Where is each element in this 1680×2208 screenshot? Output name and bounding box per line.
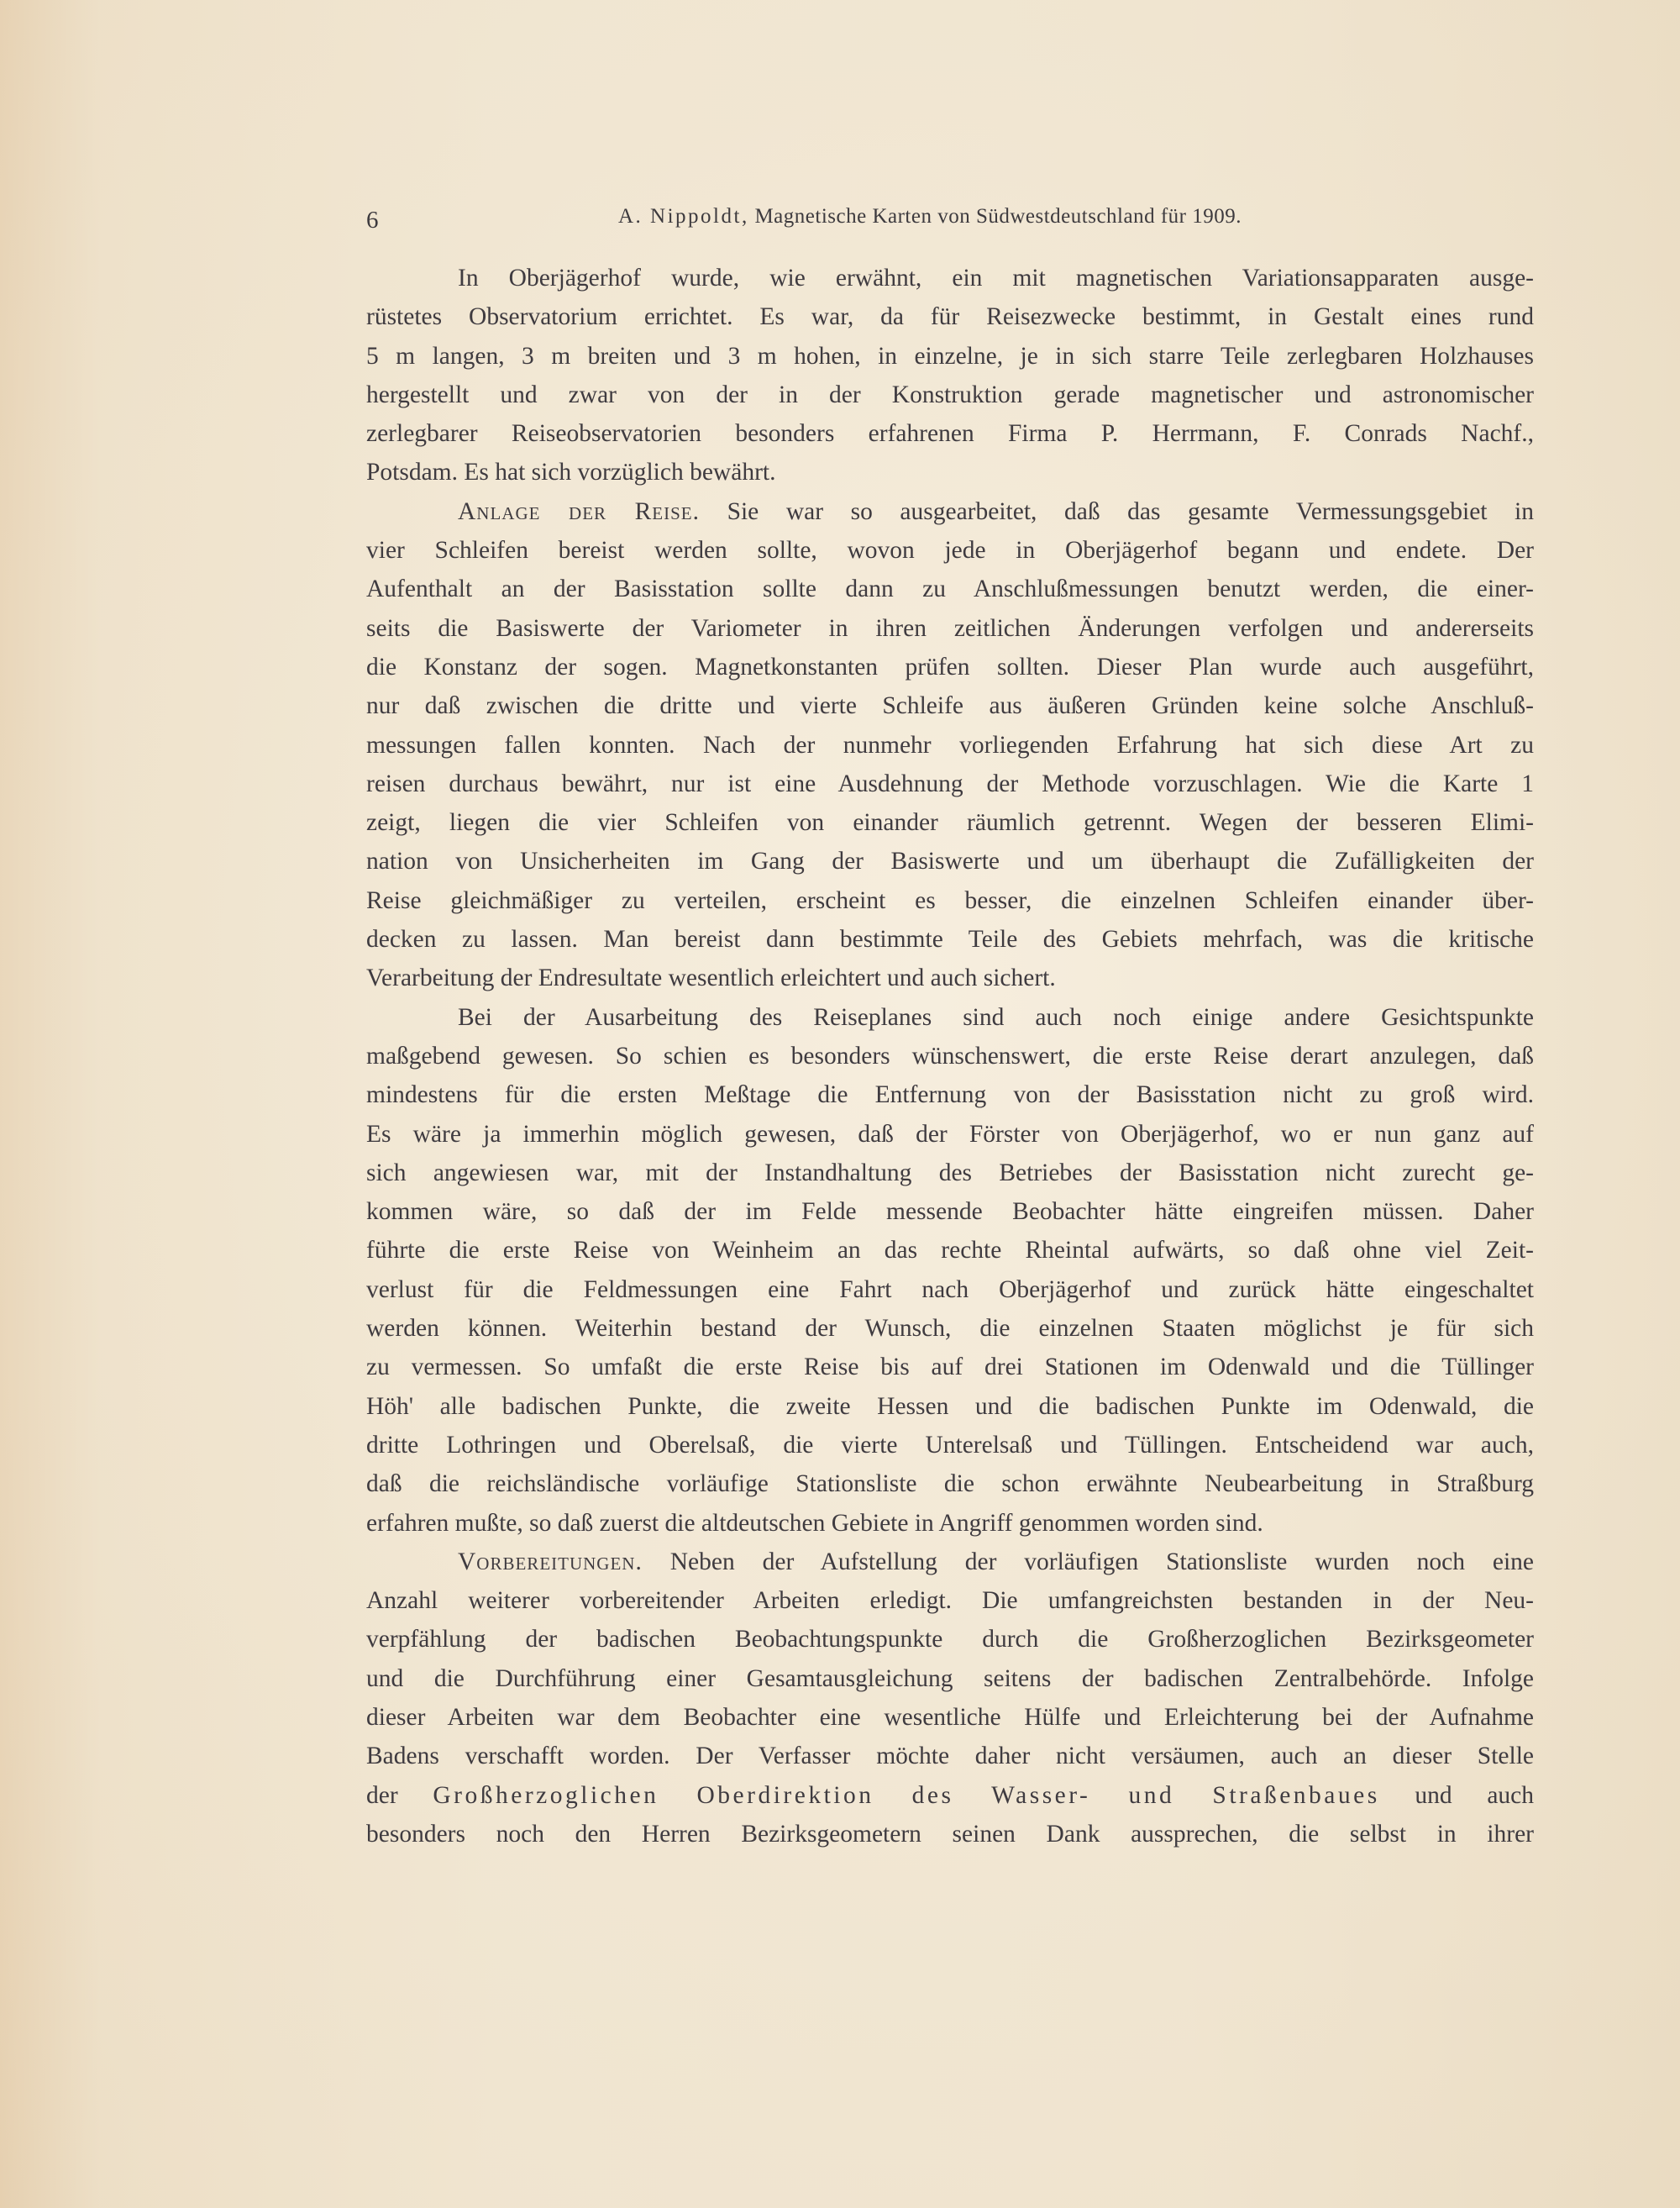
book-title: Magnetische Karten von Südwestdeutschland für 1909. [754,205,1242,228]
spaced-emphasis: Großherzoglichen Oberdirektion des Wasser- und Straßenbaues [433,1781,1380,1809]
text-line: führte die erste Reise von Weinheim an das rechte Rheintal aufwärts, so daß ohne viel Zeit- [366,1237,1534,1264]
text-line: dritte Lothringen und Oberelsaß, die vierte Unterelsaß und Tüllingen. Entscheidend war auch, [366,1431,1534,1459]
text-line: Verarbeitung der Endresultate wesentlich erleichtert und auch sichert. [366,965,1056,992]
text-line: rüstetes Observatorium errichtet. Es war, da für Reisezwecke bestimmt, in Gestalt eines rund [366,303,1534,331]
text-line: maßgebend gewesen. So schien es besonders wünschenswert, die erste Reise derart anzulegen, daß [366,1042,1534,1070]
text-line: Badens verschafft worden. Der Verfasser möchte daher nicht versäumen, auch an dieser Stelle [366,1743,1534,1770]
page-number: 6 [366,207,379,234]
text-line: Aufenthalt an der Basisstation sollte dann zu Anschlußmessungen benutzt werden, die einer- [366,576,1534,603]
text-line: 5 m langen, 3 m breiten und 3 m hohen, in einzelne, je in sich starre Teile zerlegbaren Holzhauses [366,342,1534,370]
text-line: dieser Arbeiten war dem Beobachter eine wesentliche Hülfe und Erleichterung bei der Aufnahme [366,1703,1534,1731]
text-line: erfahren mußte, so daß zuerst die altdeutschen Gebiete in Angriff genommen worden sind. [366,1509,1263,1537]
text-line: Reise gleichmäßiger zu verteilen, erscheint es besser, die einzelnen Schleifen einander über- [366,886,1534,914]
paragraph-vorbereitungen [366,1543,1534,1853]
text-line: decken zu lassen. Man bereist dann bestimmte Teile des Gebiets mehrfach, was die kritische [366,926,1534,954]
text-line: nur daß zwischen die dritte und vierte Schleife aus äußeren Gründen keine solche Anschluß- [366,692,1534,720]
text-line: nation von Unsicherheiten im Gang der Basiswerte und um überhaupt die Zufälligkeiten der [366,848,1534,875]
text-line: Anlage der Reise. Sie war so ausgearbeitet, daß das gesamte Vermessungsgebiet in [458,497,1534,525]
text-line: und die Durchführung einer Gesamtausgleichung seitens der badischen Zentralbehörde. Infolge [366,1664,1534,1692]
text-line: zeigt, liegen die vier Schleifen von einander räumlich getrennt. Wegen der besseren Elimi- [366,809,1534,837]
text-line: die Konstanz der sogen. Magnetkonstanten prüfen sollten. Dieser Plan wurde auch ausgeführt, [366,653,1534,681]
section-heading: Anlage der Reise. [458,497,700,525]
text-line: Vorbereitungen. Neben der Aufstellung der vorläufigen Stationsliste wurden noch eine [458,1548,1534,1575]
author-name: A. Nippoldt, [618,205,749,228]
text-line: Bei der Ausarbeitung des Reiseplanes sind auch noch einige andere Gesichtspunkte [458,1003,1534,1031]
text-line: verpfählung der badischen Beobachtungspunkte durch die Großherzoglichen Bezirksgeometer [366,1626,1534,1653]
text-line: werden können. Weiterhin bestand der Wunsch, die einzelnen Staaten möglichst je für sich [366,1315,1534,1343]
text-line: verlust für die Feldmessungen eine Fahrt nach Oberjägerhof und zurück hätte eingeschaltet [366,1275,1534,1303]
text-line: Anzahl weiterer vorbereitender Arbeiten erledigt. Die umfangreichsten bestanden in der Neu- [366,1587,1534,1615]
running-head [366,202,1536,239]
paragraph-observatory [366,259,1534,492]
body-text [366,259,1534,1853]
text-line: hergestellt und zwar von der in der Konstruktion gerade magnetischer und astronomischer [366,381,1534,408]
text-line: zerlegbarer Reiseobservatorien besonders erfahrenen Firma P. Herrmann, F. Conrads Nachf., [366,420,1534,448]
text-line: daß die reichsländische vorläufige Stationsliste die schon erwähnte Neubearbeitung in Straßburg [366,1470,1534,1498]
text-line: In Oberjägerhof wurde, wie erwähnt, ein mit magnetischen Variationsapparaten ausge- [458,265,1534,292]
text-line: kommen wäre, so daß der im Felde messende Beobachter hätte eingreifen müssen. Daher [366,1198,1534,1226]
text-line: der Großherzoglichen Oberdirektion des Wasser- und Straßenbaues und auch [366,1781,1534,1809]
text-line: besonders noch den Herren Bezirksgeometern seinen Dank aussprechen, die selbst in ihrer [366,1820,1534,1848]
text-line: Höh' alle badischen Punkte, die zweite Hessen und die badischen Punkte im Odenwald, die [366,1392,1534,1420]
text-line: messungen fallen konnten. Nach der nunmehr vorliegenden Erfahrung hat sich diese Art zu [366,731,1534,759]
text-line: mindestens für die ersten Meßtage die Entfernung von der Basisstation nicht zu groß wird. [366,1081,1534,1109]
text-line: zu vermessen. So umfaßt die erste Reise bis auf drei Stationen im Odenwald und die Tüllinger [366,1354,1534,1381]
text-line: sich angewiesen war, mit der Instandhaltung des Betriebes der Basisstation nicht zurecht ge- [366,1159,1534,1186]
text-line: seits die Basiswerte der Variometer in ihren zeitlichen Änderungen verfolgen und andererseits [366,614,1534,642]
text-line: Potsdam. Es hat sich vorzüglich bewährt. [366,459,776,486]
running-title [618,205,1242,229]
text-line: reisen durchaus bewährt, nur ist eine Ausdehnung der Methode vorzuschlagen. Wie die Karte 1 [366,770,1534,797]
text-line: vier Schleifen bereist werden sollte, wovon jede in Oberjägerhof begann und endete. Der [366,537,1534,565]
text-line: Es wäre ja immerhin möglich gewesen, daß der Förster von Oberjägerhof, wo er nun ganz auf [366,1120,1534,1148]
paragraph-reiseplan [366,998,1534,1543]
section-heading: Vorbereitungen. [458,1548,643,1575]
paragraph-anlage-der-reise [366,492,1534,998]
